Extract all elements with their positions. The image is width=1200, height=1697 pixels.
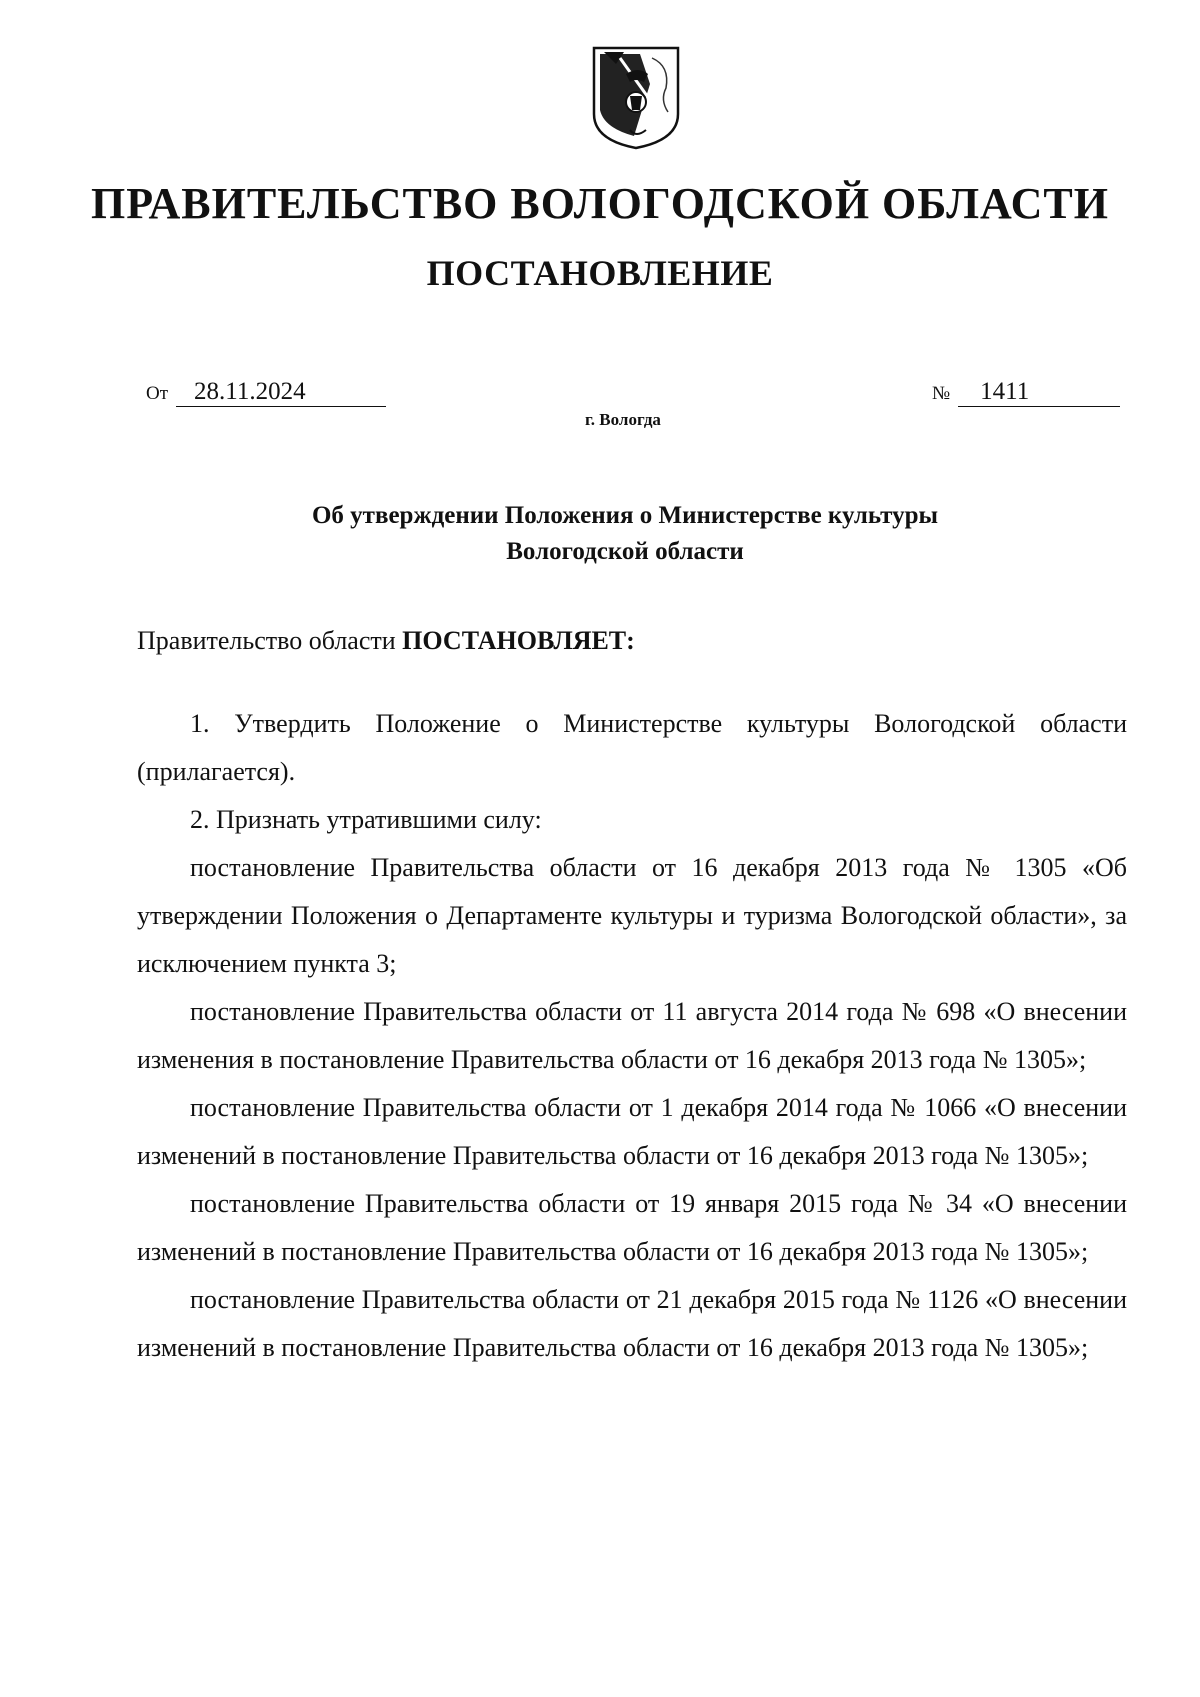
date-value: 28.11.2024 [176,378,386,407]
paragraph-7: постановление Правительства области от 21 декабря 2015 года № 1126 «О внесении изменений в постановление Правительства области от 16 декабря 2013 года № 1305»; [137,1285,1127,1362]
document-type: ПОСТАНОВЛЕНИЕ [426,253,774,293]
government-title: ПРАВИТЕЛЬСТВО ВОЛОГОДСКОЙ ОБЛАСТИ [91,179,1109,228]
number-field [932,378,1120,407]
date-field [146,378,386,407]
preamble [137,626,635,656]
preamble-text: Правительство области [137,626,403,655]
subject-line-2: Вологодской области [506,538,744,565]
paragraph-1: 1. Утвердить Положение о Министерстве культуры Вологодской области (прилагается). [137,709,1127,786]
document-subject [150,498,1100,570]
paragraph-6: постановление Правительства области от 19 января 2015 года № 34 «О внесении изменений в постановление Правительства области от 16 декабря 2013 года № 1305»; [137,1189,1127,1266]
number-value: 1411 [958,378,1120,407]
city-label: г. Вологда [585,410,661,429]
paragraph-5: постановление Правительства области от 1 декабря 2014 года № 1066 «О внесении изменений в постановление Правительства области от 16 декабря 2013 года № 1305»; [137,1093,1127,1170]
coat-of-arms-icon [590,44,682,152]
subject-line-1: Об утверждении Положения о Министерстве культуры [311,502,939,529]
paragraph-3: постановление Правительства области от 16 декабря 2013 года № 1305 «Об утверждении Положения о Департаменте культуры и туризма Вологодской области», за исключением пункта 3; [137,853,1127,978]
paragraph-4: постановление Правительства области от 11 августа 2014 года № 698 «О внесении изменения в постановление Правительства области от 16 декабря 2013 года № 1305»; [137,997,1127,1074]
number-label: № [932,383,951,404]
paragraph-2: 2. Признать утратившими силу: [190,805,542,834]
date-label: От [146,383,169,404]
preamble-bold: ПОСТАНОВЛЯЕТ: [402,626,635,655]
document-body [137,700,1127,1372]
